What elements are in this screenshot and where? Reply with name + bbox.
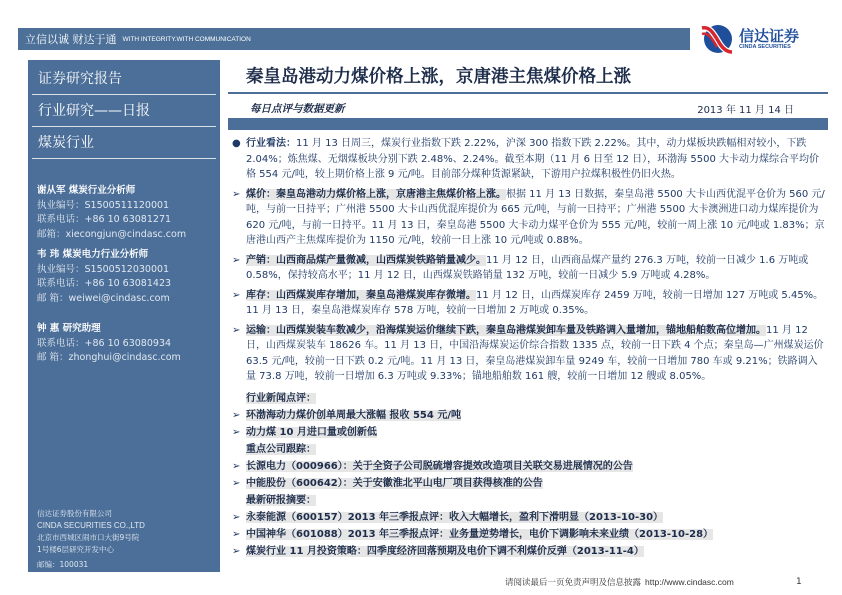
section-title: 最新研报摘要： bbox=[246, 494, 316, 506]
company-item[interactable]: ➢ 长源电力（000966）：关于全资子公司脱硫增容提效改造项目关联交易进展情况的公告 bbox=[232, 460, 633, 472]
paragraph-head: 库存：山西煤炭库存增加，秦皇岛港煤炭库存微增。 bbox=[246, 289, 476, 301]
slogan-en: WITH INTEGRITY.WITH COMMUNICATION bbox=[122, 35, 251, 43]
report-category: 行业研究——日报 bbox=[32, 95, 216, 127]
section-title: 重点公司跟踪： bbox=[246, 443, 316, 455]
paragraph-text: 11 月 12 日，山西煤炭装车 18626 车。11 月 13 日，中国沿海煤炭运价综合指数 1335 点，较前一日下跌 4 个点；秦皇岛—广州煤炭运价 63.5 元/吨，较前一日下跌 0.2 元/吨。11 月 13 日，秦皇岛港煤炭卸车量 9249 车，较前一日增加 780 车或 9.21%；铁路调入量 73.8 万吨，较前一日增加 6.3 万吨或 9.33%；锚地船舶数 161 艘，较前一日增加 12 艘或 8.05%。 bbox=[246, 324, 824, 382]
arrow-bullet-icon: ➢ bbox=[232, 188, 241, 200]
paragraph-text: 11 月 12 日，山西商品煤产量约 276.3 万吨，较前一日减少 1.6 万吨或 0.58%，保持较高水平；11 月 12 日，山西煤炭铁路销量 132 万吨，较前一日减少 5.9 万吨或 4.28%。 bbox=[246, 254, 809, 281]
paragraph-head: 产销：山西商品煤产量微减，山西煤炭铁路销量减少。 bbox=[246, 254, 486, 266]
news-item[interactable]: ➢ 环渤海动力煤价创单周最大涨幅 报收 554 元/吨 bbox=[232, 409, 461, 421]
page-number: 1 bbox=[796, 577, 802, 587]
arrow-bullet-icon: ➢ bbox=[232, 289, 241, 301]
footer bbox=[505, 577, 734, 589]
paragraph-text: 根据 11 月 13 日数据，秦皇岛港 5500 大卡山西优混平仓价为 560 元/吨，与前一日持平；广州港 5500 大卡山西优混库提价为 665 元/吨，与前一日持平；广州港 5500 大卡澳洲进口动力煤库提价为 620 元/吨，与前一日持平。11 月 13 日，秦皇岛港 5500 大卡动力煤平仓价为 555 元/吨，较前一周上涨 10 元/吨或 1.83%；京唐港山西产主焦煤库提价为 1150 元/吨，较前一日上涨 10 元/吨或 0.88%。 bbox=[246, 188, 825, 246]
company-address: 1号楼6层研究开发中心 bbox=[37, 545, 115, 554]
arrow-bullet-icon: ➢ bbox=[232, 254, 241, 266]
report-date: 2013 年 11 月 14 日 bbox=[697, 105, 794, 116]
company-postcode: 邮编：100031 bbox=[37, 560, 89, 569]
report-type: 证券研究报告 bbox=[32, 63, 216, 95]
section-title: 行业新闻点评： bbox=[246, 392, 316, 404]
page-title: 秦皇岛港动力煤价格上涨，京唐港主焦煤价格上涨 bbox=[246, 67, 631, 87]
analyst-phone: 联系电话：+86 10 63081423 bbox=[37, 278, 172, 289]
paragraph-head: 行业看法： bbox=[246, 138, 296, 149]
company-name-cn: 信达证券股份有限公司 bbox=[37, 509, 112, 518]
paragraph bbox=[232, 187, 826, 249]
arrow-bullet-icon: ➢ bbox=[232, 324, 241, 336]
analyst-phone: 联系电话：+86 10 63080934 bbox=[37, 337, 172, 349]
logo-text-cn: 信达证券 bbox=[739, 27, 800, 45]
disclaimer-text: 请阅读最后一页免责声明及信息披露 bbox=[505, 578, 642, 588]
paragraph-head: 运输：山西煤炭装车数减少，沿海煤炭运价继续下跌，秦皇岛港煤炭卸车量及铁路调入量增加，锚地船舶数高位增加。 bbox=[246, 324, 766, 336]
company-address: 北京市西城区闹市口大街9号院 bbox=[37, 533, 140, 542]
slogan-cn: 立信以诚 财达于通 bbox=[25, 33, 117, 46]
analyst-phone: 联系电话：+86 10 63081271 bbox=[37, 214, 172, 225]
analyst-list bbox=[37, 184, 186, 366]
company-info bbox=[37, 508, 145, 571]
paragraph-text: 11 月 13 日周三，煤炭行业指数下跌 2.22%，沪深 300 指数下跌 2.22%。其中，动力煤板块跌幅相对较小，下跌 2.04%；炼焦煤、无烟煤板块分别下跌 2.48%、2.24%。截至本期（11 月 6 日至 12 日），环渤海 5500 大卡动力煤综合平均价格 554 元/吨，较上期价格上涨 9 元/吨。目前部分煤种货源紧缺，下游用户拉煤积极性仍旧火热。 bbox=[246, 138, 819, 180]
analyst-id: 执业编号：S1500512030001 bbox=[37, 263, 170, 275]
paragraph-text: 11 月 12 日，山西煤炭库存 2459 万吨，较前一日增加 127 万吨或 5.45%。11 月 13 日，秦皇岛港煤炭库存 578 万吨，较前一日增加 2 万吨或 0.35%。 bbox=[246, 289, 824, 316]
logo-text-en: CINDA SECURITIES bbox=[739, 44, 791, 50]
subtitle: 每日点评与数据更新 bbox=[250, 103, 345, 115]
analyst-name: 钟 惠 研究助理 bbox=[37, 323, 101, 334]
logo-emblem-icon bbox=[700, 22, 734, 56]
report-item[interactable]: ➢ 煤炭行业 11 月投资策略：四季度经济回落预期及电价下调不利煤价反弹（2013-11-4） bbox=[232, 545, 644, 557]
paragraph bbox=[232, 323, 826, 385]
paragraph bbox=[232, 136, 826, 183]
paragraph bbox=[232, 253, 826, 284]
report-item[interactable]: ➢ 永泰能源（600157）2013 年三季报点评：收入大幅增长，盈利下滑明显（2013-10-30） bbox=[232, 511, 664, 523]
paragraph-head: 煤价：秦皇岛港动力煤价格上涨，京唐港主焦煤价格上涨。 bbox=[246, 188, 506, 200]
report-item[interactable]: ➢ 中国神华（601088）2013 年三季报点评：业务量逆势增长，电价下调影响未来业绩（2013-10-28） bbox=[232, 528, 714, 540]
cinda-logo bbox=[700, 22, 830, 56]
analyst-email[interactable]: 邮 箱：zhonghui@cindasc.com bbox=[37, 352, 181, 363]
analyst-email[interactable]: 邮箱：xiecongjun@cindasc.com bbox=[37, 228, 187, 240]
analyst-name: 谢从军 煤炭行业分析师 bbox=[37, 185, 136, 196]
analyst-id: 执业编号：S1500511120001 bbox=[37, 199, 170, 211]
company-name-en: CINDA SECURITIES CO.,LTD bbox=[37, 521, 145, 530]
bullet-icon: ● bbox=[232, 138, 241, 149]
paragraph bbox=[232, 288, 826, 319]
divider-bar bbox=[228, 118, 828, 130]
divider bbox=[228, 92, 828, 94]
industry: 煤炭行业 bbox=[32, 127, 216, 159]
news-item[interactable]: ➢ 动力煤 10 月进口量或创新低 bbox=[232, 426, 377, 438]
report-body bbox=[232, 136, 826, 570]
website-link[interactable]: http://www.cindasc.com bbox=[645, 577, 734, 587]
analyst-email[interactable]: 邮 箱：weiwei@cindasc.com bbox=[37, 292, 170, 304]
header-bar bbox=[18, 28, 690, 50]
company-item[interactable]: ➢ 中能股份（600642）：关于安徽淮北平山电厂项目获得核准的公告 bbox=[232, 477, 543, 489]
analyst-name: 韦 玮 煤炭电力行业分析师 bbox=[37, 249, 149, 260]
sidebar bbox=[28, 60, 220, 572]
